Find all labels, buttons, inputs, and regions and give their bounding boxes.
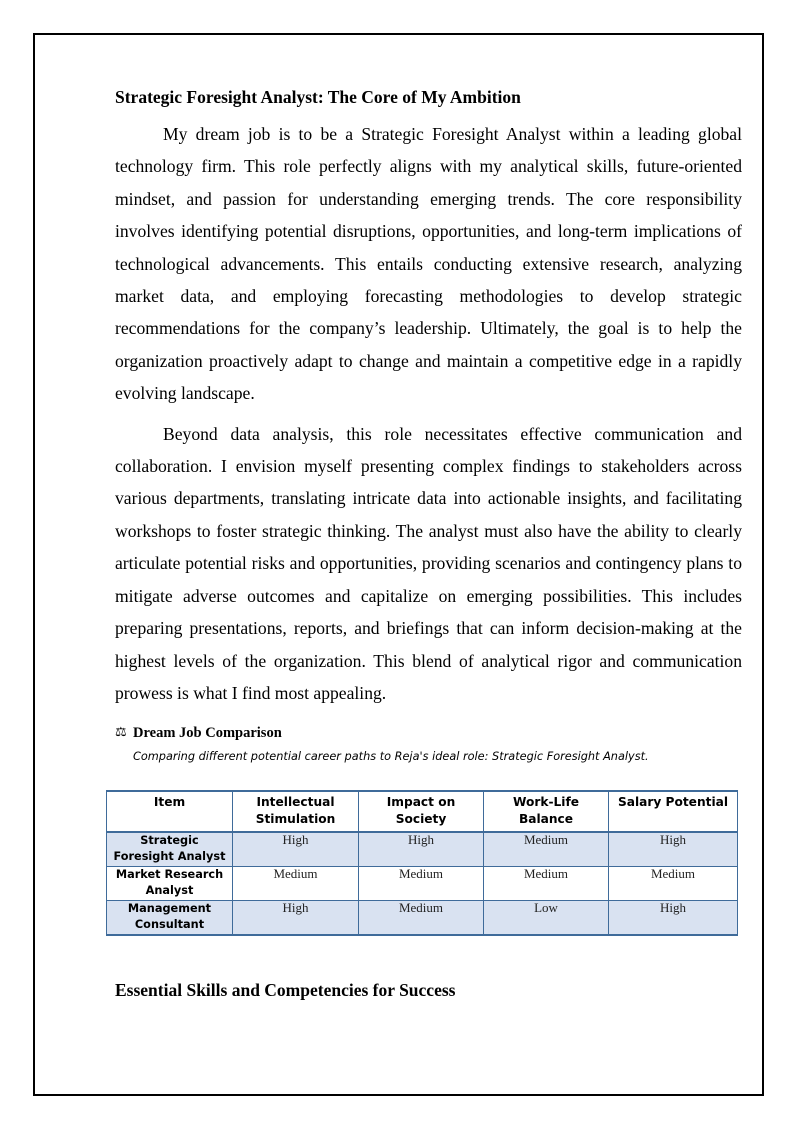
comparison-table-wrapper — [106, 790, 737, 936]
row-header: Management Consultant — [107, 901, 233, 936]
comparison-table — [106, 790, 738, 936]
balance-scale-icon: ⚖ — [115, 725, 127, 741]
section-heading: Essential Skills and Competencies for Success — [115, 980, 456, 1000]
table-title-text: Dream Job Comparison — [133, 725, 282, 742]
column-header: Salary Potential — [609, 791, 738, 832]
table-cell: High — [233, 832, 359, 867]
row-header: Market Research Analyst — [107, 867, 233, 901]
table-header-row — [107, 791, 738, 832]
table-cell: Low — [484, 901, 609, 936]
table-cell: Medium — [609, 867, 738, 901]
column-header: Work-Life Balance — [484, 791, 609, 832]
table-caption: Comparing different potential career paths to Reja's ideal role: Strategic Foresight Analyst. — [133, 750, 649, 764]
table-cell: Medium — [233, 867, 359, 901]
section-heading: Strategic Foresight Analyst: The Core of My Ambition — [115, 87, 521, 107]
row-header: Strategic Foresight Analyst — [107, 832, 233, 867]
main-content — [115, 84, 742, 765]
table-row — [107, 832, 738, 867]
table-cell: Medium — [484, 832, 609, 867]
table-cell: High — [609, 901, 738, 936]
table-cell: Medium — [359, 867, 484, 901]
table-row — [107, 901, 738, 936]
table-title — [115, 723, 742, 743]
column-header: Intellectual Stimulation — [233, 791, 359, 832]
column-header: Item — [107, 791, 233, 832]
table-cell: High — [359, 832, 484, 867]
table-cell: Medium — [484, 867, 609, 901]
column-header: Impact on Society — [359, 791, 484, 832]
body-paragraph: Beyond data analysis, this role necessitates effective communication and collaboration. I envision myself presenting complex findings to stakeholders across various departments, translating intricate data into actionable insights, and facilitating workshops to foster strategic thinking. The analyst must also have the ability to clearly articulate potential risks and opportunities, providing scenarios and contingency plans to mitigate adverse outcomes and capitalize on emerging possibilities. This includes preparing presentations, reports, and briefings that can inform decision-making at the highest levels of the organization. This blend of analytical rigor and communication prowess is what I find most appealing. — [115, 423, 742, 703]
table-cell: High — [609, 832, 738, 867]
table-row — [107, 867, 738, 901]
table-cell: Medium — [359, 901, 484, 936]
table-cell: High — [233, 901, 359, 936]
body-paragraph: My dream job is to be a Strategic Foresight Analyst within a leading global technology firm. This role perfectly aligns with my analytical skills, future-oriented mindset, and passion for understanding emerging trends. The core responsibility involves identifying potential disruptions, opportunities, and long-term implications of technological advancements. This entails conducting extensive research, analyzing market data, and employing forecasting methodologies to develop strategic recommendations for the company’s leadership. Ultimately, the goal is to help the organization proactively adapt to change and maintain a competitive edge in a rapidly evolving landscape. — [115, 124, 742, 404]
